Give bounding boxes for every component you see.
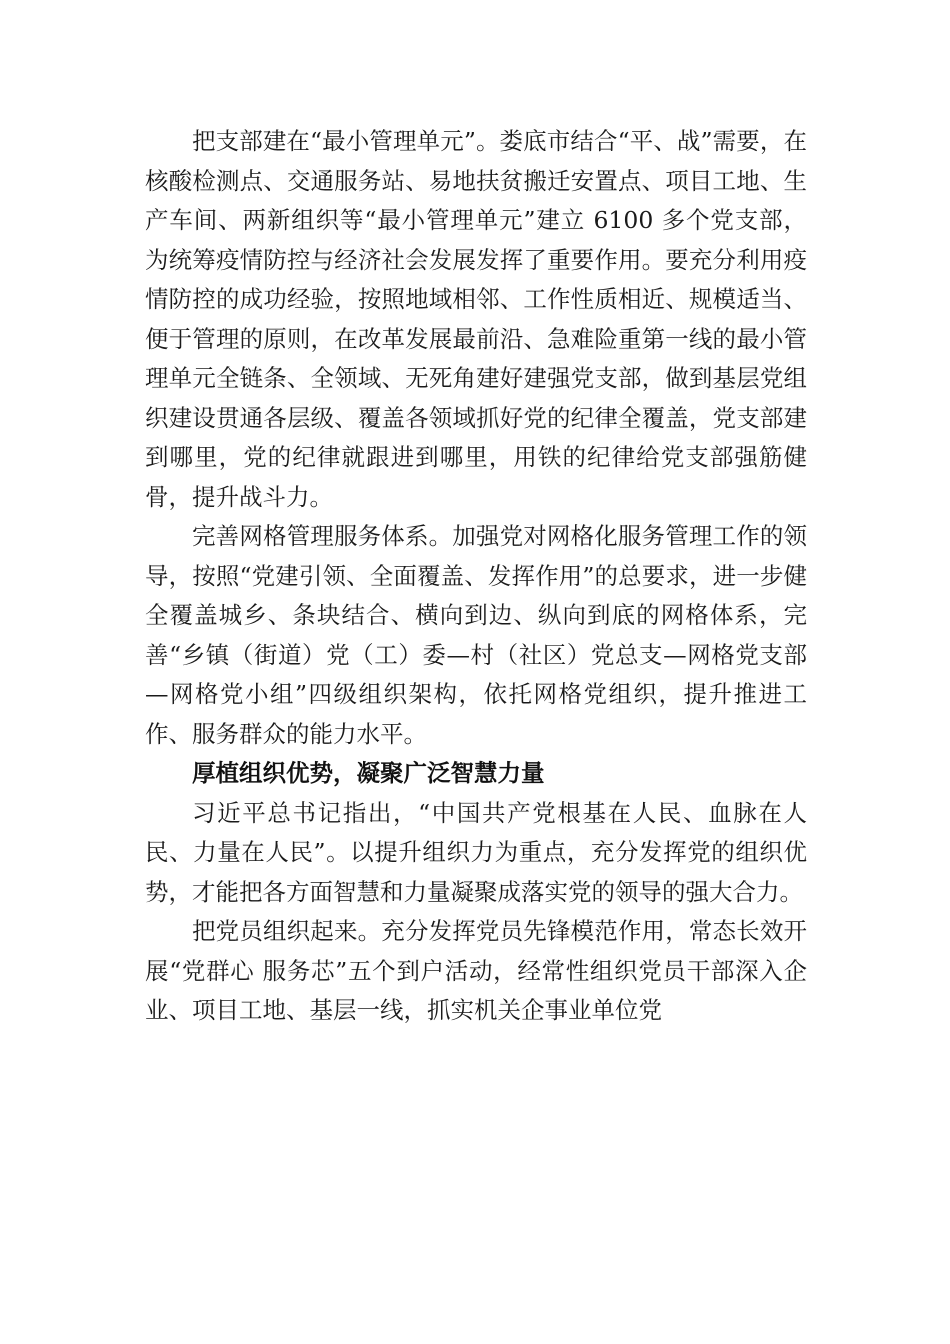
paragraph-organize-party-members: 把党员组织起来。充分发挥党员先锋模范作用，常态长效开展“党群心 服务芯”五个到户活动，经常性组织党员干部深入企业、项目工地、基层一线，抓实机关企事业单位党 — [145, 917, 807, 1024]
paragraph-grid-management-system: 完善网格管理服务体系。加强党对网格化服务管理工作的领导，按照“党建引领、全面覆盖、发挥作用”的总要求，进一步健全覆盖城乡、条块结合、横向到边、纵向到底的网格体系，完善“乡镇（街道）党（工）委—村（社区）党总支—网格党支部—网格党小组”四级组织架构，依托网格党组织，提升推进工作、服务群众的能力水平。 — [145, 522, 807, 748]
paragraph-xi-quote: 习近平总书记指出，“中国共产党根基在人民、血脉在人民、力量在人民”。以提升组织力为重点，充分发挥党的组织优势，才能把各方面智慧和力量凝聚成落实党的领导的强大合力。 — [145, 798, 807, 906]
paragraph-branch-in-smallest-unit: 把支部建在“最小管理单元”。娄底市结合“平、战”需要，在核酸检测点、交通服务站、易地扶贫搬迁安置点、项目工地、生产车间、两新组织等“最小管理单元”建立 6100 多个党支部，为统筹疫情防控与经济社会发展发挥了重要作用。要充分利用疫情防控的成功经验，按照地域相邻、工作性质相近、规模适当、便于管理的原则，在改革发展最前沿、急难险重第一线的最小管理单元全链条、全领域、无死角建好建强党支部，做到基层党组织建设贯通各层级、覆盖各领域抓好党的纪律全覆盖，党支部建到哪里，党的纪律就跟进到哪里，用铁的纪律给党支部强筋健骨，提升战斗力。 — [145, 127, 807, 511]
section-heading: 厚植组织优势，凝聚广泛智慧力量 — [192, 759, 545, 787]
document-page — [145, 122, 807, 1031]
